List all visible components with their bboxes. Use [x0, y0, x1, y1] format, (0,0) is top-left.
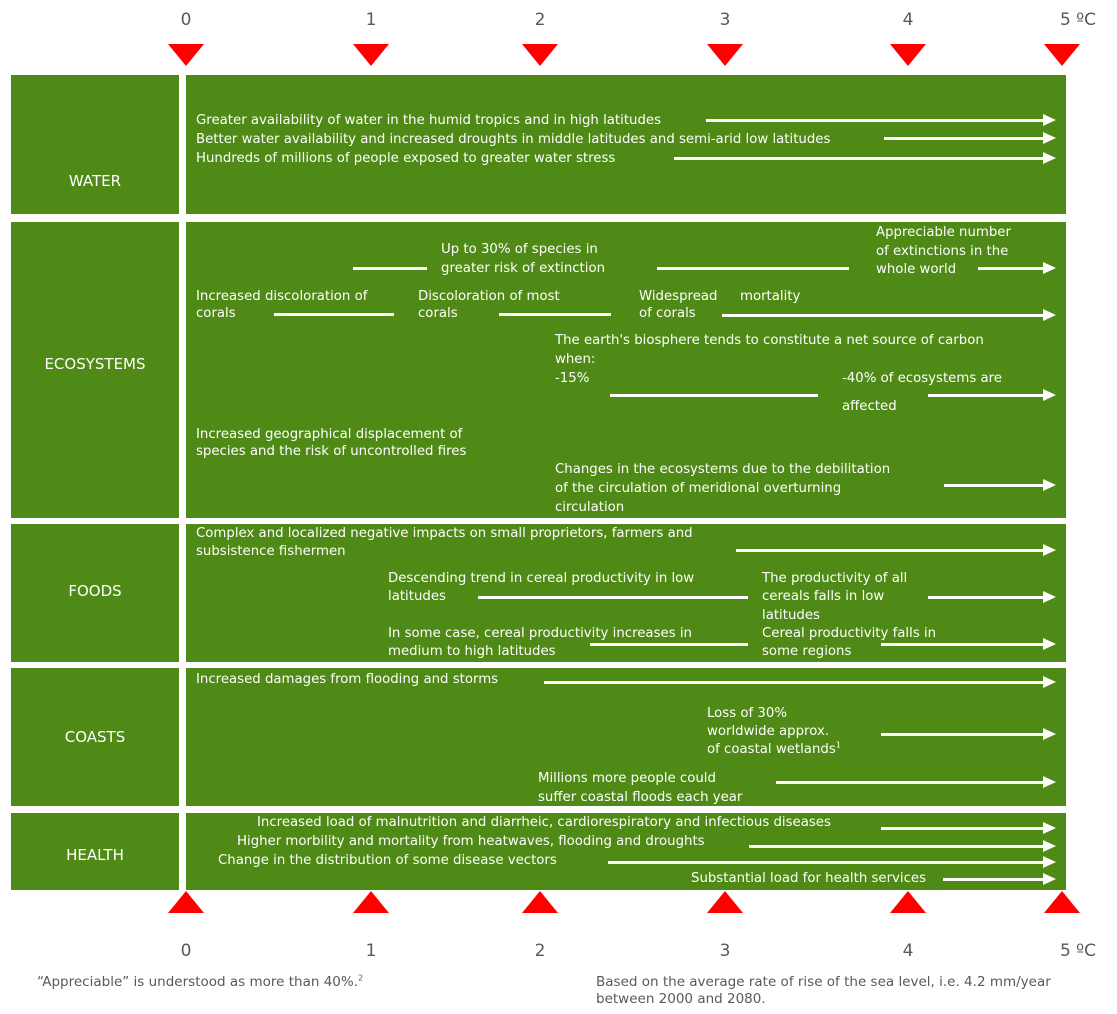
- marker-top-0-icon: [168, 44, 204, 66]
- marker-top-1-icon: [353, 44, 389, 66]
- row-body-ecosystems: [186, 222, 1066, 518]
- marker-top-3-icon: [707, 44, 743, 66]
- eco-biosphere-arrow: [928, 394, 1044, 397]
- coasts-millions-arrow: [776, 781, 1044, 784]
- health-arrow-4: [943, 878, 1044, 881]
- coasts-loss-2: worldwide approx.: [707, 724, 830, 739]
- eco-widespread-2: of corals: [639, 306, 696, 321]
- eco-minus15: -15%: [555, 371, 590, 386]
- health-text-4: Substantial load for health services: [691, 871, 927, 886]
- eco-affected: affected: [842, 399, 897, 414]
- marker-top-4-icon: [890, 44, 926, 66]
- eco-most-line: [499, 313, 611, 316]
- coasts-damages-arrow: [544, 681, 1044, 684]
- eco-species-1: Up to 30% of species in: [441, 242, 598, 257]
- scale-top-1: 1: [365, 10, 377, 30]
- scale-top-0: 0: [180, 10, 192, 30]
- eco-changes-3: circulation: [555, 500, 625, 515]
- scale-bottom-4: 4: [902, 941, 914, 961]
- footnote-left-marker: 2: [358, 973, 364, 983]
- eco-changes-1: Changes in the ecosystems due to the debilitation: [555, 462, 891, 477]
- coasts-loss-footnote: 1: [835, 740, 841, 750]
- foods-regions-arrow: [881, 643, 1044, 646]
- footnote-left-text: “Appreciable” is understood as more than 40%.: [37, 974, 358, 990]
- marker-top-2-icon: [522, 44, 558, 66]
- footnote-right: Based on the average rate of rise of the sea level, i.e. 4.2 mm/year between 2000 and 2080.: [596, 974, 1051, 1007]
- foods-increase-line: [590, 643, 748, 646]
- eco-displacement-1: Increased geographical displacement of: [196, 427, 463, 442]
- marker-bottom-4-icon: [890, 891, 926, 913]
- health-text-3: Change in the distribution of some disease vectors: [218, 853, 557, 868]
- marker-bottom-3-icon: [707, 891, 743, 913]
- health-arrow-3: [608, 861, 1044, 864]
- scale-bottom-5: 5 ºC: [1059, 941, 1097, 961]
- eco-widespread-1: Widespread: [639, 289, 718, 304]
- eco-biosphere-2: when:: [555, 352, 596, 367]
- marker-bottom-1-icon: [353, 891, 389, 913]
- water-arrow-2: [884, 137, 1044, 140]
- eco-discol-line: [274, 313, 394, 316]
- foods-regions-2: some regions: [762, 644, 852, 659]
- eco-widespread-arrow: [722, 314, 1044, 317]
- coasts-loss-3: [707, 741, 841, 758]
- eco-most-2: corals: [418, 306, 458, 321]
- foods-allfall-2: cereals falls in low: [762, 589, 885, 604]
- scale-top-4: 4: [902, 10, 914, 30]
- coasts-damages: Increased damages from flooding and storms: [196, 672, 499, 687]
- marker-top-5-icon: [1044, 44, 1080, 66]
- row-body-foods: [186, 524, 1066, 662]
- health-arrow-2: [749, 845, 1044, 848]
- row-label-water: WATER: [11, 75, 179, 214]
- row-label-foods: FOODS: [11, 524, 179, 662]
- eco-most-1: Discoloration of most: [418, 289, 560, 304]
- foods-complex-arrow: [736, 549, 1044, 552]
- marker-bottom-0-icon: [168, 891, 204, 913]
- foods-complex-1: Complex and localized negative impacts on small proprietors, farmers and: [196, 526, 693, 541]
- eco-biosphere-line: [610, 394, 818, 397]
- foods-complex-2: subsistence fishermen: [196, 544, 346, 559]
- coasts-millions-1: Millions more people could: [538, 771, 716, 786]
- footnote-left: [37, 974, 507, 991]
- row-label-coasts: COASTS: [11, 668, 179, 806]
- water-arrow-3: [674, 157, 1044, 160]
- scale-top-5: 5 ºC: [1059, 10, 1097, 30]
- eco-biosphere-1: The earth's biosphere tends to constitute a net source of carbon: [555, 333, 984, 348]
- marker-bottom-5-icon: [1044, 891, 1080, 913]
- row-label-ecosystems: ECOSYSTEMS: [11, 222, 179, 518]
- row-body-water: [186, 75, 1066, 214]
- scale-top-2: 2: [534, 10, 546, 30]
- eco-discol-2: corals: [196, 306, 236, 321]
- foods-descending-1: Descending trend in cereal productivity in low: [388, 571, 695, 586]
- health-text-2: Higher morbility and mortality from heatwaves, flooding and droughts: [237, 834, 705, 849]
- eco-extinctions-arrow: [978, 267, 1044, 270]
- eco-species-2: greater risk of extinction: [441, 261, 606, 276]
- eco-widespread-mortality: mortality: [740, 289, 801, 304]
- eco-changes-2: of the circulation of meridional overturning: [555, 481, 842, 496]
- eco-extinctions-3: whole world: [876, 262, 957, 277]
- scale-top-3: 3: [719, 10, 731, 30]
- scale-bottom-3: 3: [719, 941, 731, 961]
- foods-descending-line: [478, 596, 748, 599]
- eco-species-line-1: [353, 267, 427, 270]
- water-arrow-1: [706, 119, 1044, 122]
- foods-allfall-3: latitudes: [762, 608, 820, 623]
- scale-bottom-2: 2: [534, 941, 546, 961]
- water-text-3: Hundreds of millions of people exposed to greater water stress: [196, 151, 616, 166]
- coasts-loss-3-text: of coastal wetlands: [707, 742, 836, 757]
- eco-discol-1: Increased discoloration of: [196, 289, 368, 304]
- eco-displacement-2: species and the risk of uncontrolled fires: [196, 444, 467, 459]
- foods-increase-1: In some case, cereal productivity increases in: [388, 626, 692, 641]
- water-text-1: Greater availability of water in the humid tropics and in high latitudes: [196, 113, 662, 128]
- eco-minus40: -40% of ecosystems are: [842, 371, 1002, 386]
- eco-changes-arrow: [944, 484, 1044, 487]
- coasts-millions-2: suffer coastal floods each year: [538, 790, 743, 805]
- water-text-2: Better water availability and increased droughts in middle latitudes and semi-arid low latitudes: [196, 132, 831, 147]
- eco-extinctions-2: of extinctions in the: [876, 244, 1009, 259]
- foods-increase-2: medium to high latitudes: [388, 644, 556, 659]
- coasts-loss-1: Loss of 30%: [707, 706, 787, 721]
- health-text-1: Increased load of malnutrition and diarrheic, cardiorespiratory and infectious diseases: [257, 815, 831, 830]
- foods-descending-2: latitudes: [388, 589, 446, 604]
- eco-extinctions-1: Appreciable number: [876, 225, 1011, 240]
- scale-bottom-0: 0: [180, 941, 192, 961]
- foods-allfall-1: The productivity of all: [762, 571, 908, 586]
- scale-bottom-1: 1: [365, 941, 377, 961]
- row-body-health: [186, 813, 1066, 890]
- health-arrow-1: [881, 827, 1044, 830]
- foods-allfall-arrow: [928, 596, 1044, 599]
- eco-species-line-2: [657, 267, 849, 270]
- marker-bottom-2-icon: [522, 891, 558, 913]
- row-body-coasts: [186, 668, 1066, 806]
- foods-regions-1: Cereal productivity falls in: [762, 626, 937, 641]
- coasts-loss-arrow: [881, 733, 1044, 736]
- row-label-health: HEALTH: [11, 813, 179, 890]
